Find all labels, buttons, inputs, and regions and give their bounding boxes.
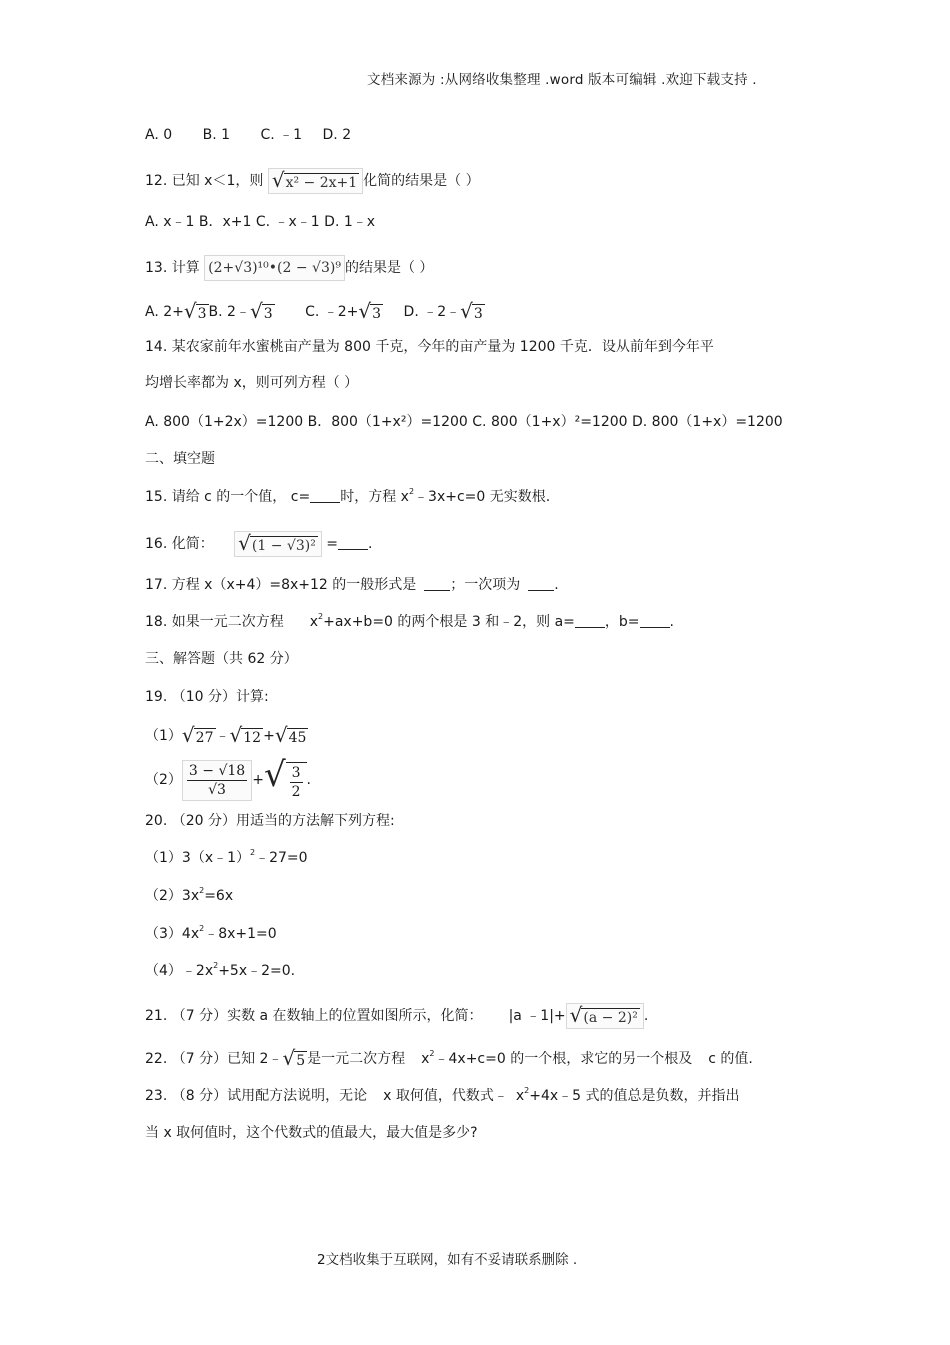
q17-text-c: . xyxy=(554,577,559,593)
q19-title: 19. （10 分）计算: xyxy=(145,689,269,705)
q13-option-c: C. ﹣2+ xyxy=(305,304,359,320)
q12-formula: √x² − 2x+1 xyxy=(268,168,363,194)
q15-text-a: 15. 请给 c 的一个值， c= xyxy=(145,489,311,505)
question-16 xyxy=(145,531,373,555)
q13-option-d: D. ﹣2﹣ xyxy=(403,304,461,320)
q18-text-e: . xyxy=(669,614,674,630)
page-header: 文档来源为 :从网络收集整理 .word 版本可编辑 .欢迎下载支持 . xyxy=(367,72,757,88)
q18-blank-b[interactable] xyxy=(640,614,670,628)
q15-text-c: ﹣3x+c=0 无实数根. xyxy=(414,489,551,505)
q22-text-c: x xyxy=(421,1051,430,1067)
section-2-heading: 二、填空题 xyxy=(145,451,215,467)
question-22: 22. （7 分）已知 2﹣√5 是一元二次方程 $x^2﹣4x+c=0$ 的一个根，求它的另一个根及 c 的值. xyxy=(145,1046,753,1070)
superscript: 2 xyxy=(318,612,324,621)
q12-prefix: 12. 已知 x＜1，则 xyxy=(145,173,264,189)
q20-part-2: $(2)3x^2=6x$ xyxy=(145,886,234,904)
q18-blank-a[interactable] xyxy=(575,614,605,628)
question-12 xyxy=(145,168,480,192)
question-15 xyxy=(145,487,550,507)
q13-suffix: 的结果是（ ） xyxy=(344,260,434,276)
q20-part-1: （1）3（x﹣1）$^2$﹣27=0 xyxy=(145,848,308,866)
question-21 xyxy=(145,1003,649,1027)
q11-option-c: C. ﹣1 xyxy=(260,127,303,143)
q20-title: 20. （20 分）用适当的方法解下列方程: xyxy=(145,813,395,829)
q11-options xyxy=(145,125,351,145)
q16-prefix: 16. 化简： xyxy=(145,536,214,552)
question-13 xyxy=(145,255,433,275)
section-3-heading: 三、解答题（共 62 分） xyxy=(145,651,298,667)
q21-text-c: . xyxy=(643,1008,649,1024)
q14-options: A. 800（1+2x）=1200 B．800（1+x²）=1200 C. 800（1+x）²=1200 D. 800（1+x）=1200 xyxy=(145,414,783,430)
q20-part-4: $(4)﹣2x^2+5x﹣2=0$. xyxy=(145,961,296,979)
q17-text-a: 17. 方程 x（x+4）=8x+12 的一般形式是 xyxy=(145,577,417,593)
q18-text-a: 18. 如果一元二次方程 xyxy=(145,614,284,630)
q13-option-a: A. 2+ xyxy=(145,304,184,320)
q13-prefix: 13. 计算 xyxy=(145,260,200,276)
q15-text-b: 时，方程 x xyxy=(340,489,409,505)
q18-text-c: +ax+b=0 的两个根是 3 和﹣2，则 a= xyxy=(323,614,575,630)
q21-text-a: 21. （7 分）实数 a 在数轴上的位置如图所示，化简： xyxy=(145,1008,483,1024)
q19-fraction: $\frac{3 - √18}{√3}$ xyxy=(182,760,252,801)
q15-blank[interactable] xyxy=(310,489,340,503)
superscript: 2 xyxy=(408,487,415,496)
q23-line1: 23. （8 分）试用配方法说明，无论 x 取何值，代数式﹣ $x^2+4x﹣5$ 式的值总是负数，并指出 xyxy=(145,1086,740,1104)
q18-text-b: x xyxy=(309,614,319,630)
q22-text-b: 是一元二次方程 xyxy=(307,1051,406,1067)
q22-text-e: c 的值. xyxy=(708,1051,753,1067)
q11-option-b: B. 1 xyxy=(202,127,231,143)
q12-options: A. x﹣1 B．x+1 C. ﹣x﹣1 D. 1﹣x xyxy=(145,214,376,230)
q22-text-a: 22. （7 分）已知 2﹣ xyxy=(145,1051,283,1067)
q11-option-d: D. 2 xyxy=(322,127,352,143)
page-footer: 2文档收集于互联网，如有不妥请联系删除 . xyxy=(317,1252,578,1268)
q14-line2: 均增长率都为 x，则可列方程（ ） xyxy=(145,375,359,391)
q21-formula: √(a − 2)² xyxy=(566,1003,644,1029)
q19-p1-label: （1） xyxy=(145,728,182,744)
q17-text-b: ；一次项为 xyxy=(450,577,521,593)
q19-part-2: （2） $\frac{3 - √18}{√3}$ +√ $\frac{3}{2}$ . xyxy=(145,755,311,800)
q20-part-3: $(3)4x^2﹣8x+1=0$ xyxy=(145,924,277,942)
q13-options: A. 2+√3 B. 2﹣√3 C. ﹣2+√3 D. ﹣2﹣√3 xyxy=(145,299,483,323)
q16-equals: = xyxy=(326,536,339,552)
question-18 xyxy=(145,612,674,632)
q18-text-d: ，b= xyxy=(604,614,640,630)
q13-formula: (2+√3)¹⁰•(2 − √3)⁹ xyxy=(204,255,345,281)
question-17 xyxy=(145,575,559,595)
q13-option-b: B. 2﹣ xyxy=(208,304,250,320)
q21-text-b: |a ﹣1|+ xyxy=(508,1008,566,1024)
q16-end: . xyxy=(368,536,373,552)
q19-p2-label: （2） xyxy=(145,772,182,788)
q22-text-d: ﹣4x+c=0 的一个根，求它的另一个根及 xyxy=(434,1051,693,1067)
q14-line1: 14. 某农家前年水蜜桃亩产量为 800 千克，今年的亩产量为 1200 千克．设从前年到今年平 xyxy=(145,339,714,355)
q17-blank-1[interactable] xyxy=(424,577,450,591)
q11-option-a: A. 0 xyxy=(145,127,173,143)
q12-suffix: 化简的结果是（ ） xyxy=(363,173,480,189)
q19-part-1: （1）√27 ﹣√12 +√45 xyxy=(145,723,307,747)
q23-line2: 当 x 取何值时，这个代数式的值最大，最大值是多少? xyxy=(145,1125,478,1141)
q16-blank[interactable] xyxy=(338,536,368,550)
q17-blank-2[interactable] xyxy=(528,577,554,591)
q16-formula: √(1 − √3)² xyxy=(234,531,322,557)
